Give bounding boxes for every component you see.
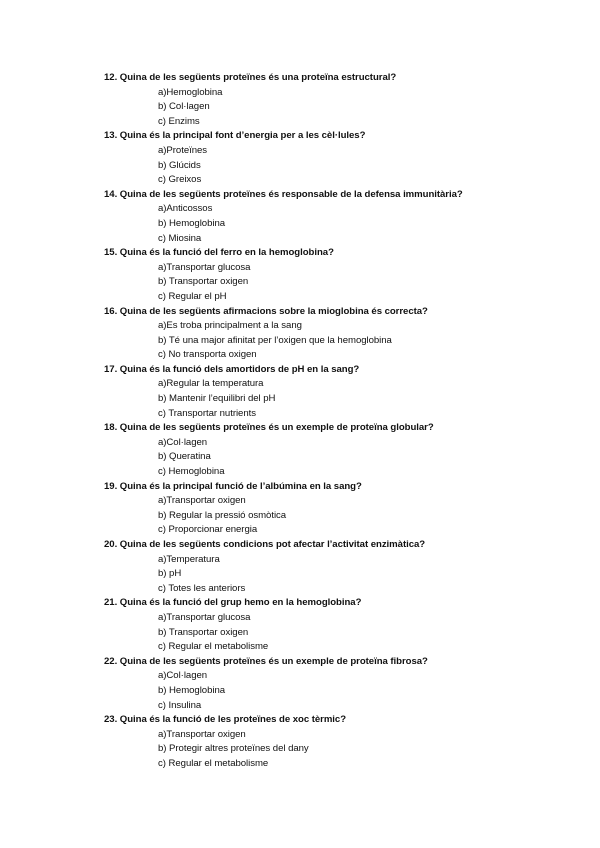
- answer-option: c) Hemoglobina: [158, 466, 225, 478]
- answer-option: a)Hemoglobina: [158, 86, 223, 98]
- question-title: 12. Quina de les següents proteïnes és una proteïna estructural?: [104, 72, 397, 83]
- answer-option: c) Regular el pH: [158, 290, 227, 302]
- answer-option: b) Protegir altres proteïnes del dany: [158, 743, 309, 755]
- answer-option: a)Temperatura: [158, 553, 220, 565]
- question-title: 17. Quina és la funció dels amortidors de pH en la sang?: [104, 363, 360, 375]
- answer-option: c) Transportar nutrients: [158, 407, 256, 419]
- question-block: [104, 188, 584, 246]
- question-title: 13. Quina és la principal font d’energia per a les cèl·lules?: [104, 130, 366, 142]
- question-title: 23. Quina és la funció de les proteïnes de xoc tèrmic?: [104, 714, 347, 726]
- answer-options: [104, 144, 584, 188]
- question-title: 19. Quina és la principal funció de l’albúmina en la sang?: [104, 480, 362, 492]
- question-block: [104, 421, 584, 479]
- answer-options: [104, 202, 584, 246]
- question-block: [104, 538, 584, 596]
- answer-option: c) Greixos: [158, 174, 202, 186]
- answer-options: [104, 611, 584, 655]
- answer-option: c) Totes les anteriors: [158, 582, 246, 594]
- question-block: [104, 71, 584, 129]
- answer-option: a)Transportar glucosa: [158, 261, 251, 273]
- answer-option: b) pH: [158, 568, 182, 580]
- answer-options: [104, 86, 584, 130]
- question-title: 15. Quina és la funció del ferro en la hemoglobina?: [104, 247, 334, 259]
- question-block: [104, 713, 584, 771]
- answer-options: [104, 494, 584, 538]
- answer-options: [104, 377, 584, 421]
- answer-option: b) Regular la pressió osmòtica: [158, 509, 287, 521]
- question-block: [104, 596, 584, 654]
- answer-option: a)Regular la temperatura: [158, 378, 264, 390]
- answer-option: b) Té una major afinitat per l’oxigen que la hemoglobina: [158, 334, 392, 346]
- answer-options: [104, 669, 584, 713]
- question-block: [104, 129, 584, 187]
- answer-option: c) Enzims: [158, 115, 200, 127]
- answer-options: [104, 319, 584, 363]
- answer-option: b) Queratina: [158, 451, 211, 463]
- answer-options: [104, 261, 584, 305]
- answer-option: a)Es troba principalment a la sang: [158, 320, 302, 332]
- answer-option: b) Transportar oxigen: [158, 626, 249, 638]
- answer-option: c) Miosina: [158, 232, 202, 244]
- question-title: 14. Quina de les següents proteïnes és responsable de la defensa immunitària?: [104, 188, 463, 200]
- answer-option: a)Anticossos: [158, 203, 213, 215]
- answer-option: c) Regular el metabolisme: [158, 757, 269, 769]
- question-title: 18. Quina de les següents proteïnes és un exemple de proteïna globular?: [104, 422, 434, 434]
- answer-option: a)Col·lagen: [158, 670, 208, 682]
- answer-option: b) Col·lagen: [158, 101, 210, 113]
- answer-option: a)Col·lagen: [158, 436, 208, 448]
- question-title: 20. Quina de les següents condicions pot afectar l’activitat enzimàtica?: [104, 539, 426, 550]
- question-list: [104, 71, 584, 772]
- answer-options: [104, 553, 584, 597]
- answer-options: [104, 436, 584, 480]
- question-block: [104, 480, 584, 538]
- answer-option: b) Hemoglobina: [158, 684, 226, 696]
- answer-option: c) Regular el metabolisme: [158, 641, 269, 653]
- answer-option: b) Glúcids: [158, 159, 201, 171]
- question-title: 16. Quina de les següents afirmacions sobre la mioglobina és correcta?: [104, 305, 428, 317]
- answer-option: c) Proporcionar energia: [158, 524, 258, 536]
- answer-options: [104, 728, 584, 772]
- question-title: 21. Quina és la funció del grup hemo en la hemoglobina?: [104, 597, 362, 609]
- answer-option: b) Hemoglobina: [158, 217, 226, 229]
- question-block: [104, 363, 584, 421]
- question-block: [104, 246, 584, 304]
- answer-option: c) Insulina: [158, 699, 202, 711]
- question-title: 22. Quina de les següents proteïnes és un exemple de proteïna fibrosa?: [104, 655, 428, 667]
- answer-option: c) No transporta oxigen: [158, 349, 257, 361]
- answer-option: a)Transportar glucosa: [158, 611, 251, 623]
- answer-option: b) Mantenir l’equilibri del pH: [158, 393, 276, 405]
- question-block: [104, 305, 584, 363]
- answer-option: a)Transportar oxigen: [158, 495, 246, 507]
- answer-option: a)Proteïnes: [158, 144, 208, 156]
- answer-option: a)Transportar oxigen: [158, 728, 246, 740]
- answer-option: b) Transportar oxigen: [158, 276, 249, 288]
- question-block: [104, 655, 584, 713]
